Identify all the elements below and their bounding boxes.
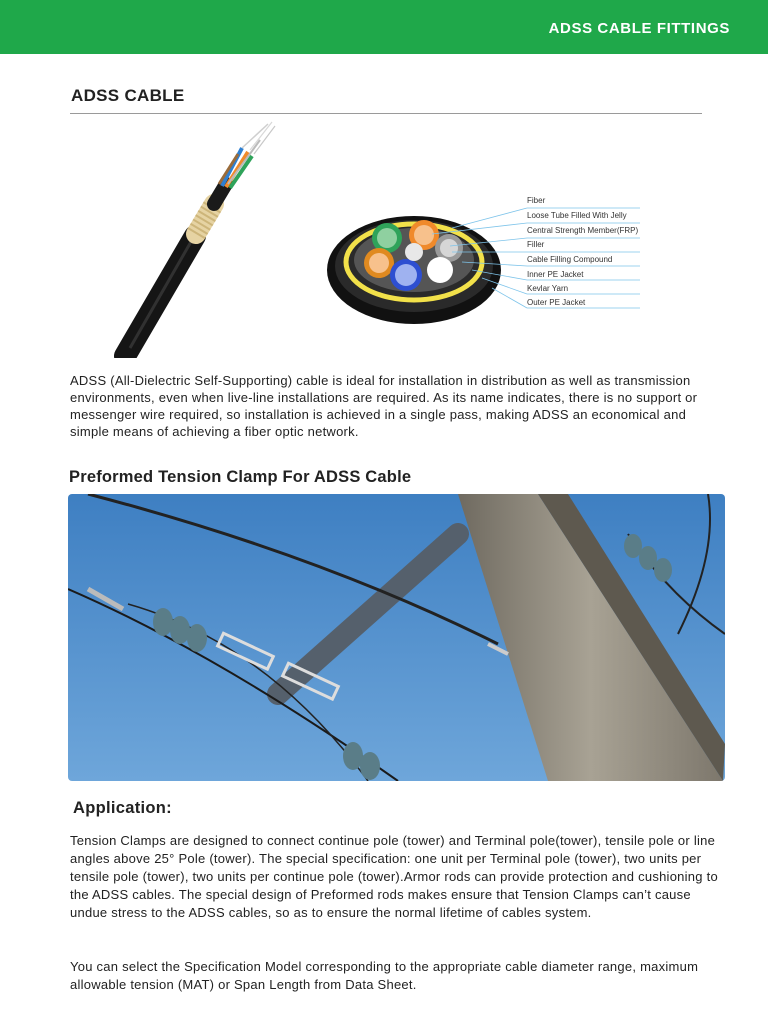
- header-bar: [0, 0, 768, 54]
- legend-item: Central Strength Member(FRP): [527, 226, 639, 235]
- legend-item: Outer PE Jacket: [527, 298, 586, 307]
- application-paragraph-2: You can select the Specification Model corresponding to the appropriate cable diameter range, maximum allowable tension (MAT) or Span Length from Data Sheet.: [70, 959, 699, 992]
- header-title: ADSS CABLE FITTINGS: [548, 20, 730, 37]
- section-title-tension-clamp: Preformed Tension Clamp For ADSS Cable: [69, 468, 412, 486]
- legend-item: Filler: [527, 240, 545, 249]
- cable-photo: [110, 118, 300, 358]
- title-divider: [70, 113, 702, 114]
- application-paragraph-1: Tension Clamps are designed to connect continue pole (tower) and Terminal pole(tower), tensile pole or line angles above 25° Pole (tower). The special specification: one unit per Terminal pole (tower), two units per tensile pole (tower), two units per continue pole (tower).Armor rods can provide protection and cushioning to the ADSS cables. The special design of Preformed rods makes ensure that Tension Clamps can’t cause undue stress to the ADSS cables, so as to ensure the normal lifetime of cables system.: [70, 833, 718, 920]
- adss-description: ADSS (All-Dielectric Self-Supporting) cable is ideal for installation in distribution as well as transmission environments, even when live-line installations are required. As its name indicates, there is no support or messenger wire required, so installation is achieved in a single pass, making ADSS an economical and simple means of achieving a fiber optic network.: [70, 373, 698, 439]
- legend-item: Cable Filling Compound: [527, 255, 613, 264]
- section-title-application: Application:: [73, 799, 172, 817]
- legend-item: Kevlar Yarn: [527, 284, 569, 293]
- section-title-adss-cable: ADSS CABLE: [71, 86, 185, 105]
- tension-clamp-photo: [68, 494, 725, 781]
- legend-item: Inner PE Jacket: [527, 270, 584, 279]
- legend-item: Fiber: [527, 196, 546, 205]
- legend-item: Loose Tube Filled With Jelly: [527, 211, 627, 220]
